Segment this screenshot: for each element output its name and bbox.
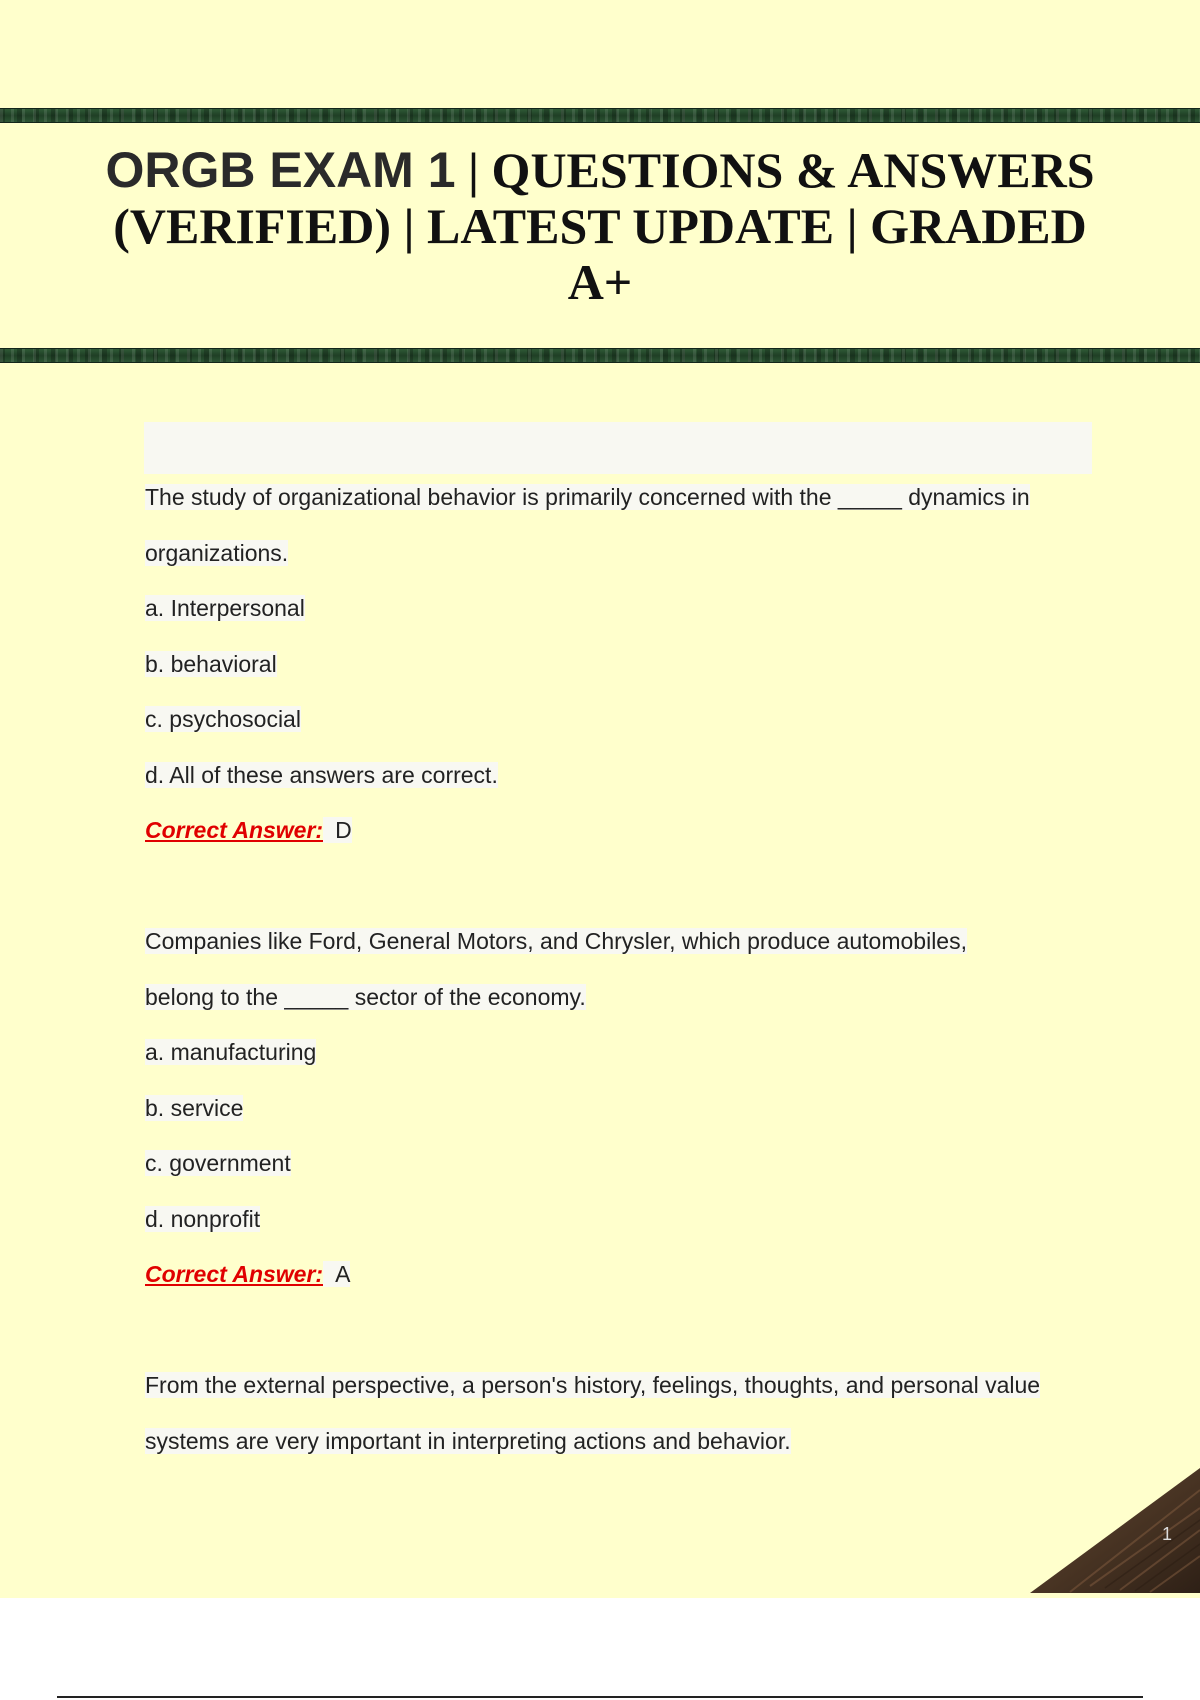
question-text-line: belong to the _____ sector of the economy. (145, 983, 586, 1010)
correct-answer (145, 803, 1095, 859)
question-text-line: organizations. (145, 539, 289, 566)
answer-option: c. government (145, 1150, 291, 1176)
page-corner-decoration (1030, 1468, 1200, 1593)
answer-option: b. service (145, 1094, 244, 1121)
answer-option: d. All of these answers are correct. (145, 761, 498, 788)
spacer (145, 859, 1095, 915)
answer-option: a. Interpersonal (145, 595, 305, 621)
correct-answer (145, 1247, 1095, 1303)
question-2 (145, 914, 1095, 1303)
question-text-line: From the external perspective, a person's history, feelings, thoughts, and personal value (145, 1372, 1041, 1398)
title-subtitle: | QUESTIONS & ANSWERS (VERIFIED) | LATEST UPDATE | GRADED A+ (113, 142, 1095, 310)
question-3 (145, 1358, 1095, 1469)
answer-option: d. nonprofit (145, 1205, 261, 1232)
footer-divider (57, 1696, 1143, 1698)
correct-answer-value: A (323, 1261, 350, 1287)
question-text-line: The study of organizational behavior is primarily concerned with the _____ dynamics in (145, 484, 1030, 510)
question-1 (145, 470, 1095, 859)
answer-option: b. behavioral (145, 650, 277, 677)
answer-option: c. psychosocial (145, 706, 301, 732)
decorative-band-top (0, 108, 1200, 123)
document-title (100, 142, 1100, 310)
correct-answer-value: D (323, 817, 352, 843)
spacer (145, 1303, 1095, 1359)
question-text-line: systems are very important in interpreting actions and behavior. (145, 1427, 791, 1454)
correct-answer-label: Correct Answer: (145, 1261, 324, 1287)
correct-answer-label: Correct Answer: (145, 817, 324, 843)
page-number: 1 (1162, 1524, 1173, 1544)
question-text-line: Companies like Ford, General Motors, and Chrysler, which produce automobiles, (145, 928, 967, 954)
questions-list (145, 470, 1095, 1469)
decorative-band-bottom (0, 348, 1200, 363)
text-highlight-block (144, 422, 1092, 474)
title-exam-name: ORGB EXAM 1 (105, 142, 456, 198)
answer-option: a. manufacturing (145, 1039, 317, 1065)
